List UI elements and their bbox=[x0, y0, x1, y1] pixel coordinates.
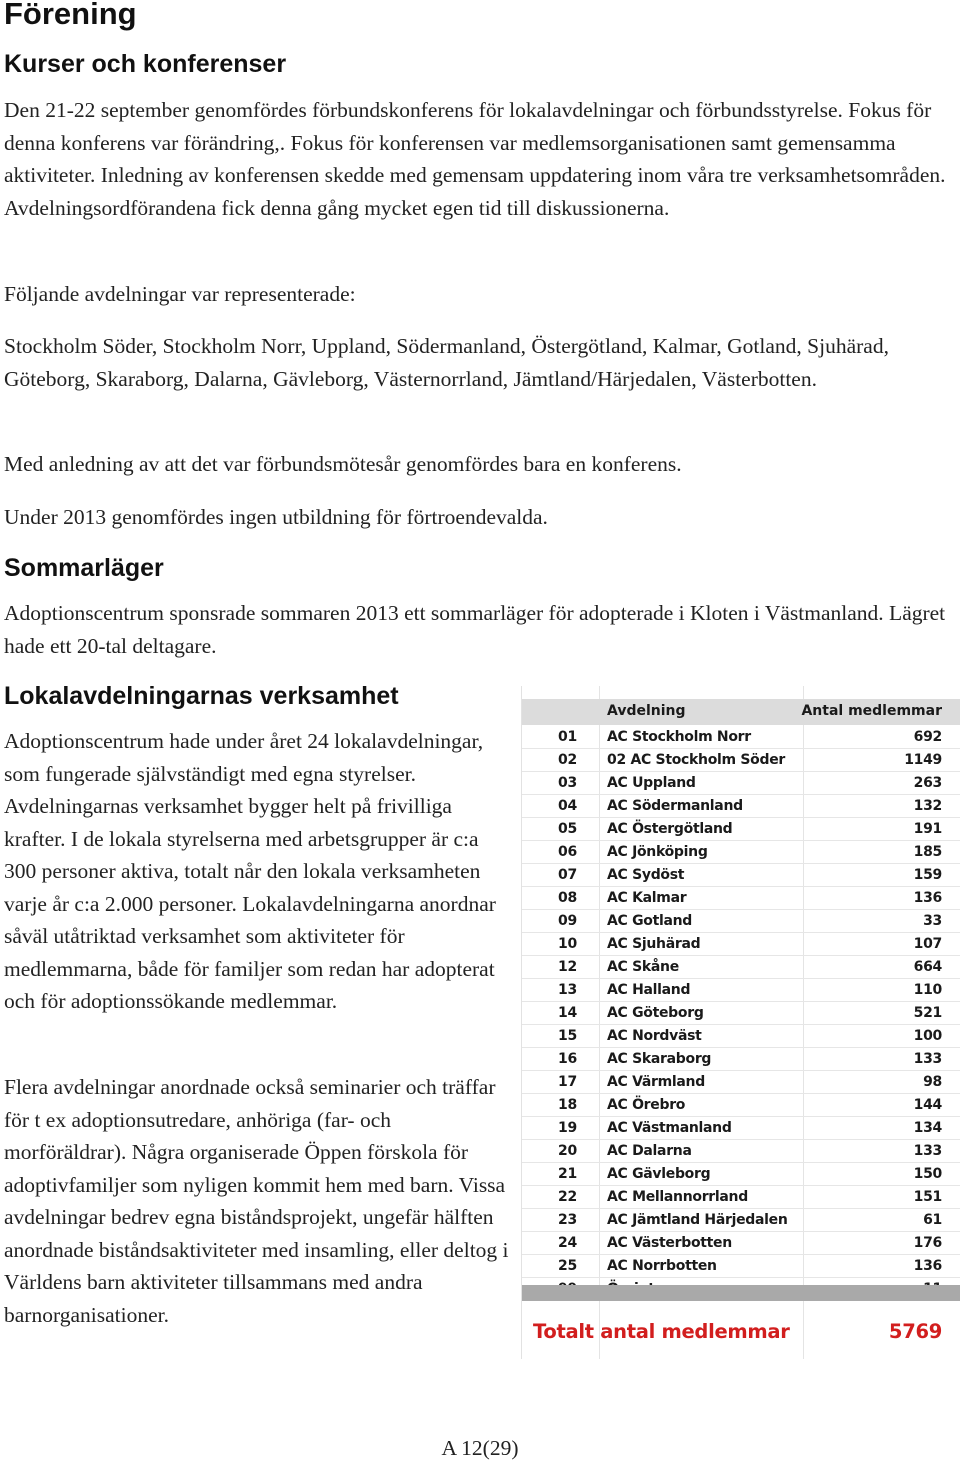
row-member-count: 134 bbox=[913, 1120, 942, 1136]
row-department: AC Västerbotten bbox=[607, 1235, 732, 1251]
paragraph-department-list: Stockholm Söder, Stockholm Norr, Uppland, Södermanland, Östergötland, Kalmar, Gotland, Sjuhärad, Göteborg, Skaraborg, Dalarna, Gävleborg, Västernorrland, Jämtland/Härjedalen, Västerbotten. bbox=[4, 334, 889, 391]
row-number: 25 bbox=[558, 1258, 577, 1274]
row-department: AC Östergötland bbox=[607, 821, 733, 837]
table-row bbox=[522, 956, 960, 979]
row-department: AC Jämtland Härjedalen bbox=[607, 1212, 788, 1228]
table-row bbox=[522, 1117, 960, 1140]
row-department: AC Södermanland bbox=[607, 798, 743, 814]
table-row bbox=[522, 1140, 960, 1163]
row-department: AC Kalmar bbox=[607, 890, 687, 906]
row-department: AC Gotland bbox=[607, 913, 693, 929]
row-number: 24 bbox=[558, 1235, 577, 1251]
row-department: AC Örebro bbox=[607, 1097, 686, 1113]
row-number: 13 bbox=[558, 982, 577, 998]
row-number: 07 bbox=[558, 867, 577, 883]
row-member-count: 191 bbox=[913, 821, 942, 837]
row-member-count: 33 bbox=[923, 913, 942, 929]
row-department: AC Norrbotten bbox=[607, 1258, 717, 1274]
row-number: 23 bbox=[558, 1212, 577, 1228]
total-label: Totalt antal medlemmar bbox=[533, 1320, 790, 1343]
row-member-count: 176 bbox=[913, 1235, 942, 1251]
table-header bbox=[522, 699, 960, 725]
row-member-count: 107 bbox=[913, 936, 942, 952]
row-department: AC Mellannorrland bbox=[607, 1189, 748, 1205]
row-member-count: 521 bbox=[913, 1005, 942, 1021]
table-row bbox=[522, 1094, 960, 1117]
row-number: 05 bbox=[558, 821, 577, 837]
row-department: AC Nordväst bbox=[607, 1028, 702, 1044]
row-number: 01 bbox=[558, 729, 577, 745]
row-number: 06 bbox=[558, 844, 577, 860]
table-row bbox=[522, 841, 960, 864]
row-department: AC Uppland bbox=[607, 775, 696, 791]
row-member-count: 1149 bbox=[904, 752, 942, 768]
row-department: 02 AC Stockholm Söder bbox=[607, 752, 786, 768]
row-member-count: 664 bbox=[913, 959, 942, 975]
row-number: 19 bbox=[558, 1120, 577, 1136]
row-number: 03 bbox=[558, 775, 577, 791]
table-row bbox=[522, 1025, 960, 1048]
table-row bbox=[522, 1163, 960, 1186]
paragraph-sommar: Adoptionscentrum sponsrade sommaren 2013 ett sommarläger för adopterade i Kloten i Västmanland. Lägret hade ett 20-tal deltagare. bbox=[4, 601, 946, 658]
row-member-count: 159 bbox=[913, 867, 942, 883]
table-row bbox=[522, 1209, 960, 1232]
row-member-count: 136 bbox=[913, 890, 942, 906]
row-department: AC Skaraborg bbox=[607, 1051, 712, 1067]
paragraph-lokal-1: Adoptionscentrum hade under året 24 lokalavdelningar, som fungerade självständigt med egna styrelser. Avdelningarnas verksamhet bygger helt på frivilliga krafter. I de lokala styrelserna med arbetsgrupper är c:a 300 personer aktiva, totalt når den lokala verksamheten varje år c:a 2.000 personer. Lokalavdelningarna anordnar såväl utåtriktad verksamhet som aktiviteter för medlemmarna, både för familjer som redan har adopterat och för adoptionssökande medlemmar. bbox=[4, 729, 496, 1013]
table-row bbox=[522, 1186, 960, 1209]
table-row bbox=[522, 864, 960, 887]
row-member-count: 133 bbox=[913, 1051, 942, 1067]
row-member-count: 150 bbox=[913, 1166, 942, 1182]
row-member-count: 132 bbox=[913, 798, 942, 814]
section-heading-sommar: Sommarläger bbox=[4, 554, 164, 582]
section-heading-lokal: Lokalavdelningarnas verksamhet bbox=[4, 682, 399, 710]
paragraph-under-2013: Under 2013 genomfördes ingen utbildning för förtroendevalda. bbox=[4, 505, 548, 529]
row-member-count: 144 bbox=[913, 1097, 942, 1113]
table-row bbox=[522, 772, 960, 795]
header-antal-medlemmar: Antal medlemmar bbox=[801, 703, 942, 719]
row-department: AC Halland bbox=[607, 982, 691, 998]
row-department: AC Jönköping bbox=[607, 844, 708, 860]
table-row bbox=[522, 979, 960, 1002]
paragraph-intro: Den 21-22 september genomfördes förbundskonferens för lokalavdelningar och förbundsstyrelse. Fokus för denna konferens var förändring,. Fokus för konferensen var medlemsorganisationen samt gemensamma aktiviteter. Inledning av konferensen skedde med gemensam uppdatering inom våra tre verksamhetsområden. Avdelningsordförandena fick denna gång mycket egen tid till diskussionerna. bbox=[4, 98, 946, 220]
table-total-row bbox=[522, 1314, 960, 1350]
total-value: 5769 bbox=[888, 1320, 942, 1343]
row-member-count: 185 bbox=[913, 844, 942, 860]
row-number: 15 bbox=[558, 1028, 577, 1044]
table-row bbox=[522, 1071, 960, 1094]
row-department: AC Värmland bbox=[607, 1074, 705, 1090]
paragraph-lokal-2: Flera avdelningar anordnade också seminarier och träffar för t ex adoptionsutredare, anhöriga (far- och morföräldrar). Några organiserade Öppen förskola för adoptivfamiljer som nyligen kommit hem med barn. Vissa avdelningar bedrev egna biståndsprojekt, ungefär hälften anordnade biståndsaktiviteter med insamling, eller deltog i Världens barn aktiviteter tillsammans med andra barnorganisationer. bbox=[4, 1075, 509, 1327]
row-member-count: 136 bbox=[913, 1258, 942, 1274]
row-number: 18 bbox=[558, 1097, 577, 1113]
row-number: 04 bbox=[558, 798, 577, 814]
page-number: A 12(29) bbox=[441, 1436, 519, 1460]
row-department: AC Sydöst bbox=[607, 867, 685, 883]
row-number: 21 bbox=[558, 1166, 577, 1182]
row-member-count: 263 bbox=[913, 775, 942, 791]
row-member-count: 98 bbox=[923, 1074, 942, 1090]
row-member-count: 151 bbox=[913, 1189, 942, 1205]
members-table bbox=[521, 686, 959, 1359]
section-heading-kurser: Kurser och konferenser bbox=[4, 50, 287, 78]
row-number: 22 bbox=[558, 1189, 577, 1205]
row-number: 10 bbox=[558, 936, 577, 952]
paragraph-med-anledning: Med anledning av att det var förbundsmötesår genomfördes bara en konferens. bbox=[4, 452, 682, 476]
row-department: AC Göteborg bbox=[607, 1005, 704, 1021]
table-row bbox=[522, 887, 960, 910]
row-member-count: 110 bbox=[913, 982, 942, 998]
table-row bbox=[522, 1048, 960, 1071]
row-member-count: 100 bbox=[913, 1028, 942, 1044]
row-department: AC Dalarna bbox=[607, 1143, 692, 1159]
row-member-count: 692 bbox=[913, 729, 942, 745]
table-row bbox=[522, 933, 960, 956]
row-number: 12 bbox=[558, 959, 577, 975]
row-department: AC Skåne bbox=[607, 959, 679, 975]
page-title: Förening bbox=[4, 0, 137, 31]
row-member-count: 133 bbox=[913, 1143, 942, 1159]
row-department: AC Stockholm Norr bbox=[607, 729, 751, 745]
header-avdelning: Avdelning bbox=[607, 703, 686, 719]
table-row bbox=[522, 818, 960, 841]
table-row bbox=[522, 1002, 960, 1025]
row-number: 14 bbox=[558, 1005, 577, 1021]
table-row bbox=[522, 910, 960, 933]
row-department: AC Västmanland bbox=[607, 1120, 732, 1136]
table-row bbox=[522, 795, 960, 818]
table-row bbox=[522, 1255, 960, 1278]
row-number: 20 bbox=[558, 1143, 577, 1159]
row-department: AC Sjuhärad bbox=[607, 936, 701, 952]
paragraph-following: Följande avdelningar var representerade: bbox=[4, 282, 356, 306]
table-row bbox=[522, 749, 960, 772]
table-row bbox=[522, 1232, 960, 1255]
row-department: AC Gävleborg bbox=[607, 1166, 711, 1182]
row-member-count: 61 bbox=[923, 1212, 942, 1228]
row-number: 16 bbox=[558, 1051, 577, 1067]
row-number: 09 bbox=[558, 913, 577, 929]
table-row bbox=[522, 726, 960, 749]
row-number: 08 bbox=[558, 890, 577, 906]
row-number: 17 bbox=[558, 1074, 577, 1090]
table-separator-band bbox=[522, 1285, 960, 1301]
row-number: 02 bbox=[558, 752, 577, 768]
